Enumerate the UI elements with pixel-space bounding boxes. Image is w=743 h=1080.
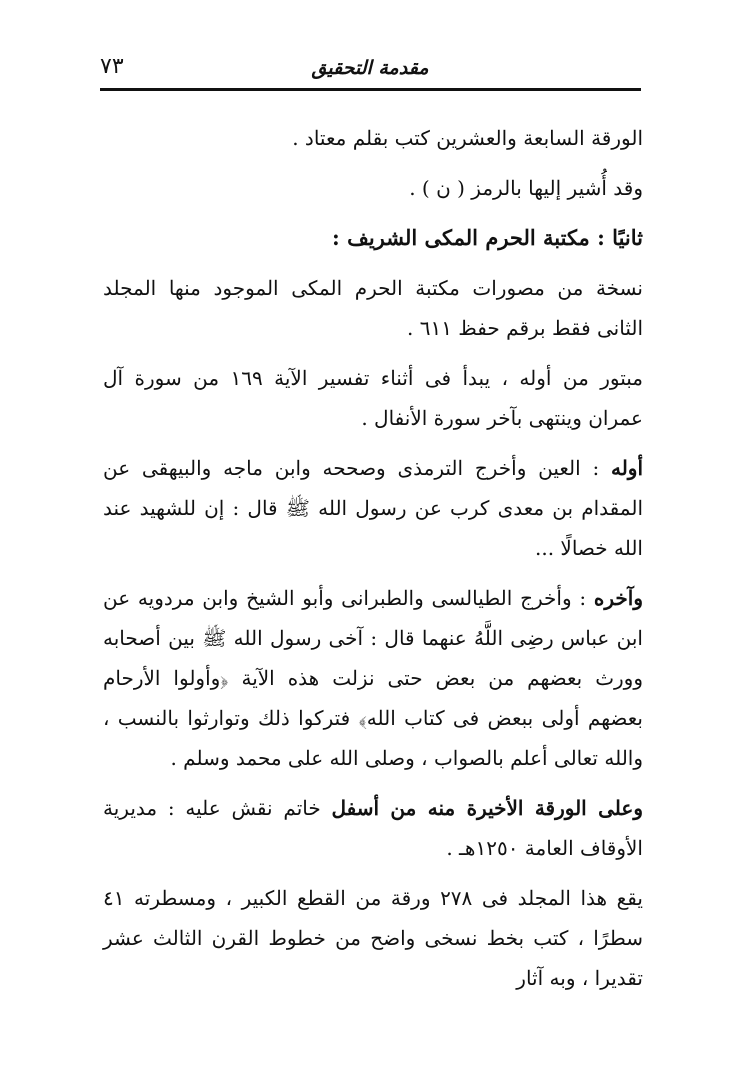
paragraph-label: وعلى الورقة الأخيرة منه من أسفل [331, 796, 643, 820]
paragraph-text: : وأخرج الطيالسى والطبرانى وأبو الشيخ وابن مردويه عن ابن عباس رضِى اللَّهُ عنهما قال : آخى رسول الله ﷺ بين أصحابه وورث بعضهم من بعض حتى نزلت هذه الآية ﴿وأولوا الأرحام بعضهم أولى ببعض فى كتاب الله﴾ فتركوا ذلك وتوارثوا بالنسب ، والله تعالى أعلم بالصواب ، وصلى الله على محمد وسلم . [103, 586, 643, 770]
paragraph: الورقة السابعة والعشرين كتب بقلم معتاد . [292, 126, 643, 150]
paragraph-text: : العين وأخرج الترمذى وصححه وابن ماجه والبيهقى عن المقدام بن معدى كرب عن رسول الله ﷺ قال : إن للشهيد عند الله خصالًا ... [103, 456, 643, 560]
paragraph-label: أوله [610, 456, 644, 480]
header-divider [100, 88, 641, 91]
paragraph: يقع هذا المجلد فى ٢٧٨ ورقة من القطع الكبير ، ومسطرته ٤١ سطرًا ، كتب بخط نسخى واضح من خطوط القرن الثالث عشر تقديرا ، وبه آثار [103, 886, 643, 990]
paragraph: مبتور من أوله ، يبدأ فى أثناء تفسير الآية ١٦٩ من سورة آل عمران وينتهى بآخر سورة الأنفال . [103, 366, 643, 430]
paragraph: نسخة من مصورات مكتبة الحرم المكى الموجود منها المجلد الثانى فقط برقم حفظ ٦١١ . [103, 276, 643, 340]
page-header [100, 52, 640, 82]
page-number: ٧٣ [100, 54, 124, 79]
body-text [103, 118, 643, 1008]
paragraph: وقد أُشير إليها بالرمز ( ن ) . [409, 176, 643, 200]
paragraph-text: خاتم نقش عليه : مديرية الأوقاف العامة ١٢٥٠هـ . [103, 796, 643, 860]
section-heading: ثانيًا : مكتبة الحرم المكى الشريف : [332, 225, 643, 250]
paragraph [103, 578, 643, 778]
paragraph [103, 788, 643, 868]
paragraph [103, 448, 643, 568]
running-title: مقدمة التحقيق [311, 57, 429, 79]
paragraph-label: وآخره [593, 586, 644, 610]
